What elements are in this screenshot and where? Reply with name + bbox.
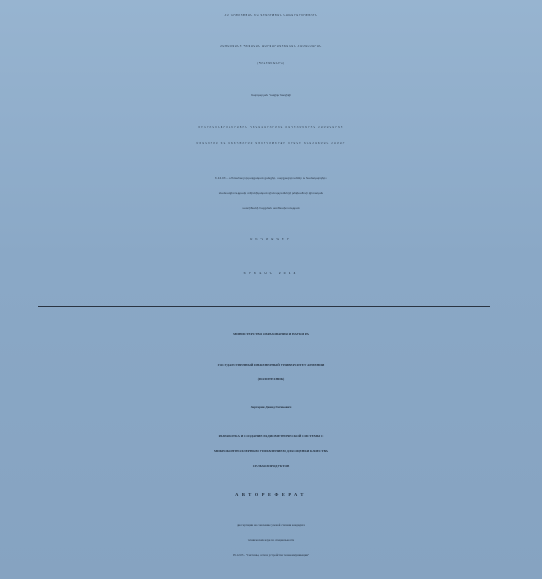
russian-title-line1: РАЗРАБОТКА И СОЗДАНИЕ РАДИОМЕТРИЧЕСКОЙ СИСТЕМЫ С (218, 434, 324, 438)
russian-university-line2: (ПОЛИТЕХНИК) (257, 377, 285, 381)
russian-desc-line1: диссертации на соискание ученой степени кандидата (237, 523, 305, 527)
russian-title-line3: СЕЛЬХОЗПРОДУКТОВ (252, 464, 290, 468)
armenian-city-year: ԵՐԵՎԱՆ 2014 (243, 271, 299, 275)
russian-doc-type: АВТОРЕФЕРАТ (235, 492, 307, 497)
russian-desc-line2: технических наук по специальности (247, 538, 295, 542)
russian-desc-line3: 05.12.03 - "Системы, сети и устройства телекоммуникации" (232, 553, 310, 557)
armenian-specialty-line2: մասնագիտությամբ տեխնիկական գիտությունների թեկնածուի գիտական (218, 192, 324, 195)
russian-title-line2: МИКРОКОНТРОЛЛЕРНЫМ УПРАВЛЕНИЕМ ДЛЯ ОЦЕНКИ КАЧЕСТВА (214, 449, 328, 453)
armenian-title-line1: ՄԻԿՐՈԿՈՆՏՐՈԼԵՐԱՅԻՆ ՂԵԿԱՎԱՐՈՒՄՈՎ ՌԱԴԻՈՄԵՏՐԻԿ ՀԱՄԱԿԱՐԳԻ (198, 126, 344, 129)
russian-author: Заргарян Давид Гагикович (250, 405, 292, 409)
armenian-specialty-line1: Ե.12.03 – «Հեռահաղորդակցական ցանցեր, սարքավորումներ և համակարգեր» (215, 177, 327, 180)
armenian-university-line2: (ՊՈԼԻՏԵԽՆԻԿ) (257, 62, 285, 65)
armenian-university-line1: ՀԱՅԱՍՏԱՆԻ ՊԵՏԱԿԱՆ ՃԱՐՏԱՐԱԳԻՏԱԿԱՆ ՀԱՄԱԼՍԱՐԱՆ (220, 45, 322, 48)
armenian-ministry: ՀՀ ԿՐԹՈՒԹՅԱՆ ԵՎ ԳԻՏՈՒԹՅԱՆ ՆԱԽԱՐԱՐՈՒԹՅՈՒՆ (224, 14, 318, 17)
armenian-title-line2: ՄՇԱԿՈՒՄԸ ԵՎ ՍՏԵՂԾՈՒՄԸ ԳՅՈՒՂՄԹԵՐՔԻ ՈՐԱԿԻ ԳՆԱՀԱՏՄԱՆ ՀԱՄԱՐ (196, 142, 346, 145)
armenian-specialty-line3: աստիճանի հայցման ատենախոսության (242, 207, 300, 210)
section-divider (38, 306, 490, 307)
russian-ministry: МИНИСТЕРСТВО ОБРАЗОВАНИЯ И НАУКИ РА (233, 332, 309, 336)
armenian-author: Զարգարյան Դավիթ Գագիկի (250, 94, 292, 97)
armenian-doc-type: ՍԵՂՄԱԳԻՐ (250, 237, 292, 241)
russian-university-line1: ГОСУДАРСТВЕННЫЙ ИНЖЕНЕРНЫЙ УНИВЕРСИТЕТ АРМЕНИИ (217, 363, 325, 367)
